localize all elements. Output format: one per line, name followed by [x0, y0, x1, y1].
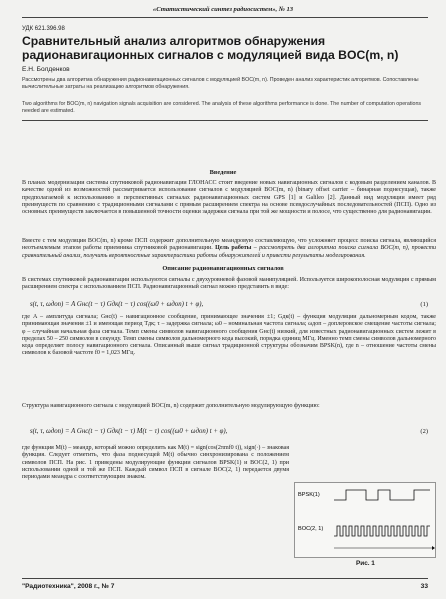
- footer-journal: "Радиотехника", 2008 г., № 7: [22, 583, 115, 590]
- figure-1: [294, 482, 436, 558]
- abstract-rule: [22, 120, 428, 121]
- intro-goal-text: – рассмотреть два алгоритма поиска сигнала BOC(m, n), провести сравнительный анализ, получить вероятностные характеристики работы обнаружителей и привести результаты моделирования.: [22, 245, 437, 259]
- intro-paragraph-2: [22, 238, 436, 260]
- footer-rule: [22, 578, 428, 579]
- journal-header: «Статистический синтез радиосистем», № 13: [152, 6, 294, 13]
- figure-label-bpsk: BPSK(1): [298, 492, 320, 498]
- model-heading: Описание радионавигационных сигналов: [162, 265, 284, 272]
- formula-2: s(t, τ, ωдоп) = A Gнс(t − τ) Gдк(t − τ) M(t − τ) cos((ω0 + ωдоп) t + φ),: [30, 428, 228, 435]
- figure-caption: Рис. 1: [356, 560, 375, 567]
- page-number: 33: [420, 583, 428, 590]
- model-paragraph-4: где функция M(t) – меандр, который можно определить как M(t) = sign(cos(2πmf0 t)), sign(·) – знаковая функция. Следует отметить, что фаза поднесущей M(t) обычно синхронизирована с положением символов ПСП. На рис. 1 приведены модулирующие функции сигналов BPSK(1) и BOC(2, 1) при использовании одной и той же ПСП. Каждый символ ПСП в сигнале BOC(2, 1) передается двумя периодами меандра с соответствующим знаком.: [22, 445, 289, 480]
- formula-1: s(t, τ, ωдоп) = A Gнс(t − τ) Gдк(t − τ) cos((ω0 + ωдоп) t + φ),: [30, 301, 204, 308]
- model-paragraph-1: В системах спутниковой радионавигации используются сигналы с двухуровневой фазовой манипуляцией. Используется широкополосная модуляция с прямым расширением спектра с использованием ПСП. Радионавигационный сигнал можно представить в виде:: [22, 277, 436, 291]
- intro-goal-label: Цель работы: [215, 245, 252, 252]
- figure-label-boc: BOC(2, 1): [298, 526, 324, 532]
- header-rule: [22, 17, 428, 18]
- article-title: Сравнительный анализ алгоритмов обнаружения радионавигационных сигналов с модуляцией вида BOC(m, n): [22, 34, 399, 62]
- abstract-en: Two algorithms for BOC(m, n) navigation signals acquisition are considered. The analysis of these algorithms performance is done. The number of computation operations needed are estimated.: [22, 101, 422, 114]
- intro-heading: Введение: [209, 169, 237, 176]
- model-paragraph-3: Структура навигационного сигнала с модуляцией BOC(m, n) содержит дополнительную модулирующую функцию:: [22, 403, 320, 409]
- abstract-ru: Рассмотрены два алгоритма обнаружения радионавигационных сигналов с модуляцией BOC(m, n). Проведен анализ характеристик алгоритмов. Сопоставлены вычислительные затраты на реализацию алгоритмов обнаружения.: [22, 77, 419, 90]
- intro-paragraph-1: В планах модернизации системы спутниковой радионавигации ГЛОНАСС стоит введение новых навигационных сигналов с кодовым разделением каналов. В качестве одной из возможностей рассматривается использование сигналов с модуляцией BOC(m, n) (binary offset carrier – бинарная поднесущая), также предполагаемой к использованию в перспективных сигналах радионавигационных систем GPS [1] и Galileo [2]. Данный вид модуляции имеет ряд преимуществ по сравнению с традиционными сигналами с прямым расширением спектра на основе псевдослучайных последовательностей (ПСП). Одно из основных преимуществ заключается в повышенной точности оценки задержки сигнала при той же мощности и полосе, что существенно для радионавигации.: [22, 180, 436, 215]
- formula-1-number: (1): [420, 301, 428, 308]
- intro-p2-text: Вместе с тем модуляция BOC(m, n) кроме ПСП содержит дополнительную меандровую составляющую, что усложняет процесс поиска сигнала, являющийся неотъемлемым этапом работы приемника спутниковой радионавигации.: [22, 238, 436, 252]
- udk-code: УДК 621.396.98: [22, 26, 65, 32]
- formula-2-number: (2): [420, 428, 428, 435]
- model-paragraph-2: где A – амплитуда сигнала; Gнс(t) – навигационное сообщение, принимающее значения ±1; Gдк(t) – функция модуляции дальномерным кодом, также принимающая значения ±1 и имеющая период Tдк; τ – задержка сигнала; ω0 – номинальная частота сигнала; ωдоп – доплеровское смещение частоты сигнала; φ – случайная начальная фаза сигнала. Темп смены символов навигационного сообщения Gнс(t) низкий, для известных радионавигационных систем лежит в пределах 50 – 250 символов в секунду. Темп смены символов дальномерного кода высокий, порядка единиц МГц. Именно темп смены символов дальномерного кода определяет полосу навигационного сигнала. Описанный выше сигнал традиционной структуры обозначим BPSK(n), где n – отношение частоты смены символов к базовой частоте f0 = 1,023 МГц.: [22, 314, 436, 357]
- author: Е.Н. Болденков: [22, 66, 70, 73]
